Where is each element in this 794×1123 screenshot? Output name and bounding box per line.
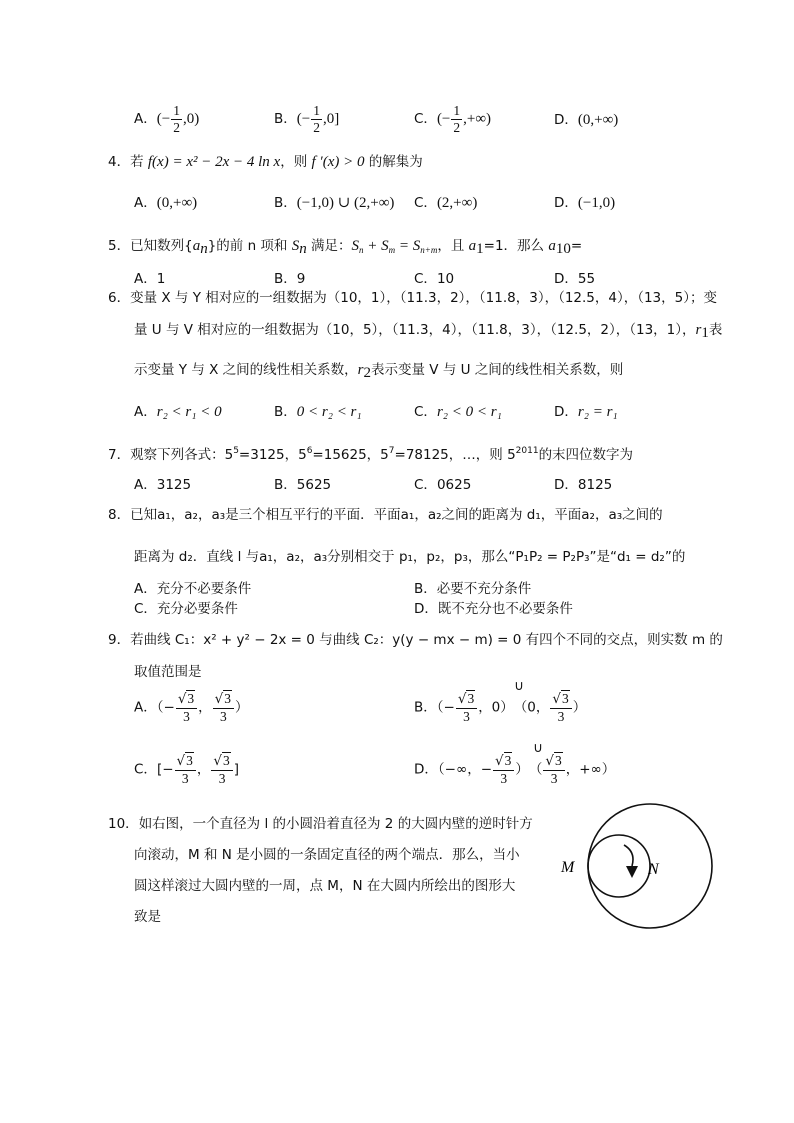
q3-option-b: [274, 104, 339, 134]
sum-symbol: S: [291, 238, 300, 254]
option-label: D．: [414, 761, 438, 778]
question-number: 7．: [108, 447, 131, 463]
option-text: 10: [436, 271, 455, 287]
option-label: B．: [274, 271, 297, 287]
numerator: 1: [313, 103, 320, 118]
q4-option-a: [134, 191, 197, 212]
q3-option-d: [554, 108, 618, 129]
subscript: 1: [476, 241, 484, 257]
denominator: 2: [173, 119, 180, 135]
small-circle: [588, 835, 650, 897]
option-label: D．: [554, 271, 578, 287]
option-label: C．: [414, 111, 437, 127]
option-lparen: (−: [296, 111, 311, 127]
option-label: B．: [274, 477, 297, 493]
stem-text: 的末四位数字为: [538, 447, 634, 463]
option-lparen: (−: [156, 111, 171, 127]
subscript: n: [299, 241, 307, 257]
option-label: A．: [134, 271, 157, 287]
option-text: (−1,0) ∪ (2,+∞): [296, 195, 395, 211]
question-7-stem: [108, 443, 633, 463]
question-5-stem: [108, 234, 582, 255]
question-4-stem: [108, 150, 423, 171]
fraction: $\frac{√3}{3}$: [543, 754, 564, 785]
q8-option-b: [414, 577, 531, 597]
option-text: 1: [156, 271, 166, 287]
option-label: B．: [274, 404, 297, 420]
fraction: [311, 104, 322, 134]
option-label: B．: [414, 699, 437, 716]
option-label: B．: [414, 581, 437, 597]
equation: $S_n + S_m = S_{n+m}$: [351, 238, 438, 255]
question-6-line-1: [108, 286, 717, 306]
stem-text: 表: [708, 322, 723, 338]
option-label: C．: [414, 477, 437, 493]
stem-text: ，且: [437, 238, 469, 254]
stem-text: 取值范围是: [134, 664, 202, 680]
option-text: 5625: [296, 477, 332, 493]
q8-option-a: [134, 577, 251, 597]
stem-text: 已知数列{: [130, 238, 193, 254]
question-number: 5．: [108, 238, 131, 254]
stem-text: =15625，5: [312, 447, 389, 463]
option-label: C．: [414, 271, 437, 287]
question-number: 9．: [108, 632, 131, 648]
fraction: $\frac{√3}{3}$: [175, 754, 196, 785]
condition-expression: f ′(x) > 0: [311, 154, 365, 170]
stem-text: 量 U 与 V 相对应的一组数据为（10，5），（11.3，4），（11.8，3），（12.5，2），（13，1），: [134, 322, 696, 338]
numerator: 1: [173, 103, 180, 118]
exponent: 5: [233, 446, 239, 456]
sequence-symbol: a: [192, 238, 201, 254]
option-label: C．: [134, 601, 157, 617]
option-label: D．: [554, 404, 578, 420]
option-text: 充分必要条件: [156, 601, 238, 617]
stem-text: }的前 n 项和: [207, 238, 292, 254]
option-label: D．: [554, 195, 578, 211]
q7-option-d: [554, 473, 612, 493]
q6-option-c: [414, 400, 502, 421]
subscript: 2: [363, 365, 372, 381]
rolling-circle-figure: [556, 800, 716, 932]
q9-option-c: C．[− $\frac{√3}{3}$ ， $\frac{√3}{3}$ ]: [134, 753, 240, 786]
option-label: C．: [414, 404, 437, 420]
option-rparen: ,0): [182, 111, 200, 127]
stem-text: =78125，…，则 5: [394, 447, 516, 463]
rotation-arrow: [624, 845, 633, 866]
question-10-line-4: [134, 905, 161, 925]
q5-option-c: [414, 267, 454, 287]
fraction: $\frac{√3}{3}$: [213, 692, 234, 723]
option-text: r₂ < 0 < r₁: [436, 404, 502, 420]
option-text: (2,+∞): [436, 195, 478, 211]
exponent: 6: [306, 446, 313, 456]
q9-option-d: D．（−∞，− $\frac{√3}{3}$ ） （ $\frac{√3}{3}$ ，+∞）: [414, 753, 616, 786]
term-symbol: a: [468, 238, 477, 254]
subscript: 1: [701, 325, 709, 341]
option-label: A．: [134, 581, 157, 597]
option-text: 0 < r₂ < r₁: [296, 404, 362, 420]
subscript: 10: [555, 241, 571, 257]
option-lparen: (−: [436, 111, 451, 127]
option-label: A．: [134, 699, 157, 716]
question-9-line-1: [108, 628, 723, 648]
option-text: 9: [296, 271, 306, 287]
exponent: 2011: [515, 446, 539, 456]
stem-text: 距离为 d₂．直线 l 与a₁，a₂，a₃分别相交于 p₁，p₂，p₃，那么“P₁P₂ = P₂P₃”是“d₁ = d₂”的: [134, 549, 686, 565]
q6-option-d: [554, 400, 618, 421]
option-text: 0625: [436, 477, 472, 493]
option-label: B．: [274, 195, 297, 211]
option-label: D．: [554, 112, 578, 128]
stem-text: 示变量 Y 与 X 之间的线性相关系数，: [134, 362, 358, 378]
stem-text: 变量 X 与 Y 相对应的一组数据为（10，1），（11.3，2），（11.8，3），（12.5，4），（13，5）；变: [130, 290, 717, 306]
union-symbol: ∪: [514, 678, 524, 694]
question-8-line-2: [134, 545, 685, 565]
question-9-line-2: [134, 660, 202, 680]
fraction: $\frac{√3}{3}$: [211, 754, 232, 785]
stem-text: 表示变量 V 与 U 之间的线性相关系数，则: [371, 362, 624, 378]
option-text: (0,+∞): [156, 195, 198, 211]
coefficient-symbol: r: [357, 362, 364, 378]
option-label: A．: [134, 404, 157, 420]
option-label: D．: [414, 601, 438, 617]
q4-option-c: [414, 191, 477, 212]
option-text: 3125: [156, 477, 192, 493]
q7-option-c: [414, 473, 471, 493]
option-text: 8125: [577, 477, 613, 493]
question-6-line-2: [134, 318, 722, 339]
denominator: 2: [453, 119, 461, 135]
question-6-line-3: [134, 358, 623, 379]
term-symbol: a: [548, 238, 556, 254]
question-10-line-3: [134, 874, 515, 894]
option-text: (−1,0): [577, 195, 616, 211]
option-rparen: ,+∞): [463, 111, 492, 127]
q3-option-c: [414, 104, 491, 134]
stem-text: 若: [130, 154, 148, 170]
fraction: $\frac{√3}{3}$: [456, 692, 477, 723]
q5-option-d: [554, 267, 595, 287]
option-label: C．: [134, 761, 157, 778]
stem-text: ，则: [280, 154, 312, 170]
option-rparen: ,0]: [322, 111, 340, 127]
stem-text: 观察下列各式：5: [130, 447, 234, 463]
question-10-line-2: [134, 843, 520, 863]
stem-text: =1．那么: [483, 238, 549, 254]
q6-option-a: [134, 400, 222, 421]
option-label: A．: [134, 195, 157, 211]
numerator: 1: [453, 103, 461, 118]
q8-option-c: [134, 597, 238, 617]
stem-text: 已知a₁，a₂，a₃是三个相互平行的平面．平面a₁，a₂之间的距离为 d₁，平面a₂，a₃之间的: [130, 507, 663, 523]
stem-text: 圆这样滚过大圆内壁的一周，点 M，N 在大圆内所绘出的图形大: [134, 878, 516, 894]
coefficient-symbol: r: [695, 322, 702, 338]
option-text: r₂ = r₁: [577, 404, 618, 420]
stem-text: 致是: [134, 909, 161, 925]
q6-option-b: [274, 400, 362, 421]
question-number: 10．: [108, 816, 139, 832]
q7-option-b: [274, 473, 331, 493]
stem-text: =3125，5: [238, 447, 307, 463]
fraction: [451, 104, 462, 134]
q5-option-b: [274, 267, 305, 287]
stem-text: 若曲线 C₁：x² + y² − 2x = 0 与曲线 C₂：y(y − mx − m) = 0 有四个不同的交点，则实数 m 的: [130, 632, 723, 648]
option-label: B．: [274, 111, 297, 127]
exponent: 7: [388, 446, 395, 456]
q7-option-a: [134, 473, 191, 493]
arrow-head: [626, 866, 638, 878]
q3-option-a: [134, 104, 199, 134]
question-number: 6．: [108, 290, 131, 306]
stem-text: 的解集为: [364, 154, 423, 170]
question-number: 8．: [108, 507, 131, 523]
q4-option-b: [274, 191, 394, 212]
question-10-line-1: [108, 812, 533, 832]
q4-option-d: [554, 191, 615, 212]
point-m-label: M: [561, 859, 575, 876]
subscript: n: [200, 241, 208, 257]
stem-text: =: [570, 238, 583, 254]
fraction: $\frac{√3}{3}$: [493, 754, 514, 785]
question-8-line-1: [108, 503, 663, 523]
union-symbol: ∪: [533, 740, 543, 756]
option-text: 充分不必要条件: [156, 581, 252, 597]
option-text: 必要不充分条件: [436, 581, 532, 597]
function-expression: f(x) = x² − 2x − 4 ln x: [147, 154, 281, 170]
point-n-label: N: [648, 861, 659, 878]
stem-text: 满足：: [306, 238, 352, 254]
option-text: 既不充分也不必要条件: [437, 601, 573, 617]
option-label: D．: [554, 477, 578, 493]
question-number: 4．: [108, 154, 131, 170]
q8-option-d: [414, 597, 573, 617]
q9-option-a: A．（− $\frac{√3}{3}$ ， $\frac{√3}{3}$ ）: [134, 691, 249, 724]
q9-option-b: B．（− $\frac{√3}{3}$ ，0） （0， $\frac{√3}{3}$ ）: [414, 691, 587, 724]
stem-text: 如右图，一个直径为 l 的小圆沿着直径为 2 的大圆内壁的逆时针方: [138, 816, 533, 832]
option-text: 55: [577, 271, 596, 287]
fraction: $\frac{√3}{3}$: [550, 692, 571, 723]
fraction: [171, 104, 182, 134]
option-label: A．: [134, 477, 157, 493]
denominator: 2: [313, 119, 320, 135]
option-text: r₂ < r₁ < 0: [156, 404, 222, 420]
option-label: C．: [414, 195, 437, 211]
q5-option-a: [134, 267, 165, 287]
stem-text: 向滚动，M 和 N 是小圆的一条固定直径的两个端点．那么，当小: [134, 847, 520, 863]
option-label: A．: [134, 111, 157, 127]
fraction: $\frac{√3}{3}$: [176, 692, 197, 723]
option-text: (0,+∞): [577, 112, 619, 128]
